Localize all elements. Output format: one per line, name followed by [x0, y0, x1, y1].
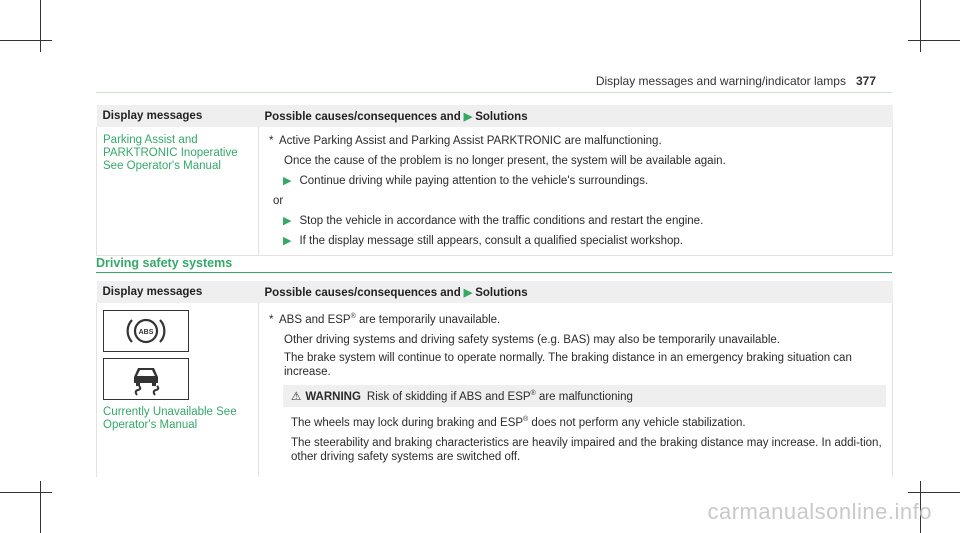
- solution-step: ▶ Continue driving while paying attention to the vehicle's surroundings.: [283, 175, 649, 187]
- causes-cell: [259, 127, 893, 256]
- step-arrow-icon: ▶: [283, 175, 292, 187]
- col-header-causes: Possible causes/consequences and ▶ Solutions: [259, 105, 893, 127]
- step-arrow-icon: ▶: [283, 235, 292, 247]
- solution-arrow-icon: ▶: [463, 110, 473, 123]
- header-title: Display messages and warning/indicator lamps: [595, 74, 846, 88]
- col-header-messages: Display messages: [97, 105, 259, 127]
- section-rule: [96, 272, 892, 273]
- solution-step: ▶ Stop the vehicle in accordance with the traffic conditions and restart the engine.: [283, 215, 704, 227]
- warning-box: ⚠ WARNING Risk of skidding if ABS and ESP® are malfunctioning: [283, 385, 886, 407]
- crop-mark: [920, 0, 921, 52]
- display-message-line: See Operator's Manual: [103, 160, 221, 172]
- cause-line: * Active Parking Assist and Parking Assist PARKTRONIC are malfunctioning.: [269, 135, 662, 147]
- solution-step: ▶ If the display message still appears, consult a qualified specialist workshop.: [283, 235, 684, 247]
- abs-lamp-label: ABS: [138, 329, 154, 336]
- warning-text: The steerability and braking characteristics are heavily impaired and the braking distance may increase. In addi-tion, other driving safety systems are switched off.: [291, 436, 882, 463]
- page-number: 377: [855, 74, 876, 88]
- cause-line: Once the cause of the problem is no longer present, the system will be available again.: [284, 155, 726, 167]
- crop-mark: [40, 0, 41, 52]
- cause-line: * ABS and ESP® are temporarily unavailable.: [269, 313, 501, 326]
- crop-mark: [0, 492, 52, 493]
- solution-arrow-icon: ▶: [463, 286, 473, 299]
- step-arrow-icon: ▶: [283, 215, 292, 227]
- or-text: or: [273, 195, 284, 207]
- display-message-line: PARKTRONIC Inoperative: [103, 147, 238, 159]
- cause-line: Other driving systems and driving safety systems (e.g. BAS) may also be temporarily unavailable.: [284, 333, 780, 346]
- section-title: Driving safety systems: [96, 256, 233, 270]
- esp-skid-icon: [103, 358, 189, 400]
- watermark: carmanualsonline.info: [707, 499, 932, 524]
- col-header-messages: Display messages: [97, 281, 259, 303]
- parking-assist-table: [96, 105, 893, 256]
- crop-mark: [40, 481, 41, 533]
- crop-mark: [908, 492, 960, 493]
- asterisk-icon: *: [269, 135, 274, 147]
- header-rule: [96, 92, 892, 93]
- page-header: [596, 74, 876, 88]
- driving-safety-table: [96, 281, 893, 477]
- warning-triangle-icon: ⚠: [291, 390, 302, 403]
- display-message-line: Operator's Manual: [103, 419, 198, 431]
- asterisk-icon: *: [269, 313, 274, 326]
- crop-mark: [0, 40, 52, 41]
- display-message-cell: [97, 127, 259, 256]
- crop-mark: [908, 40, 960, 41]
- registered-mark: ®: [350, 313, 356, 320]
- warning-label: WARNING: [305, 390, 361, 403]
- display-message-cell: [97, 303, 259, 477]
- col-header-causes: Possible causes/consequences and ▶ Solutions: [259, 281, 893, 303]
- causes-cell: [259, 303, 893, 477]
- cause-line: The brake system will continue to operate normally. The braking distance in an emergency braking situation can increase.: [284, 351, 852, 378]
- warning-text: The wheels may lock during braking and ESP® does not perform any vehicle stabilization.: [291, 415, 746, 429]
- abs-lamp-icon: [103, 310, 189, 352]
- display-message-line: Parking Assist and: [103, 134, 198, 146]
- display-message-line: Currently Unavailable See: [103, 406, 237, 418]
